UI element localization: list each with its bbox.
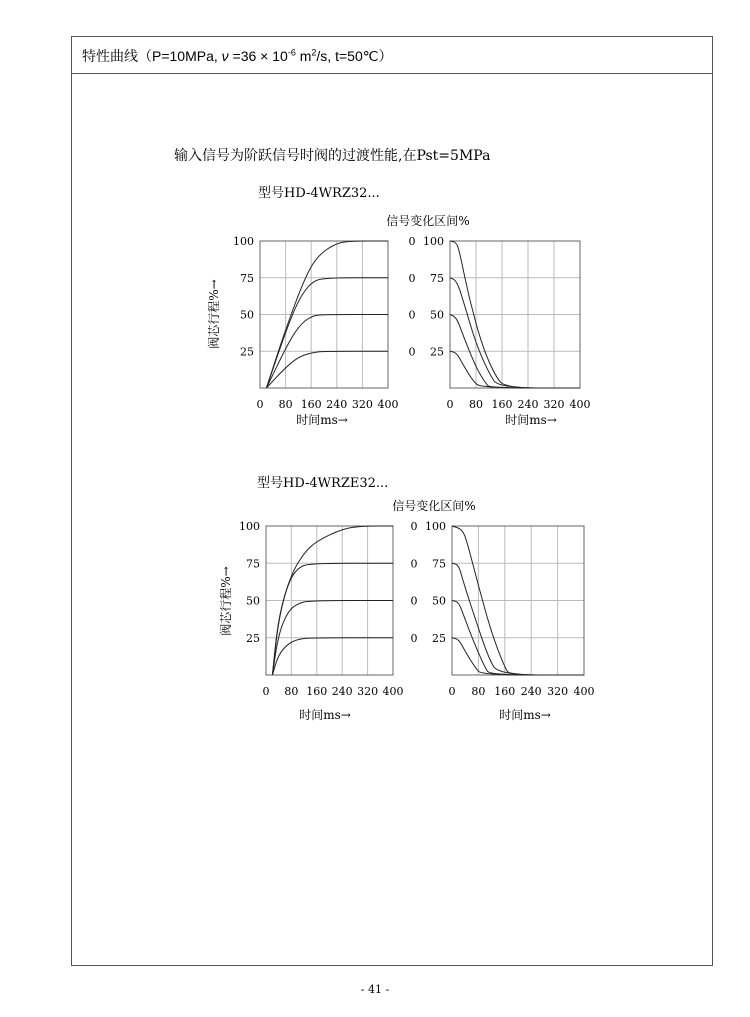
plot-left (233, 235, 399, 411)
y-tick-label: 100 (239, 520, 260, 533)
y-tick-label: 25 (246, 631, 260, 645)
start-value-label: 0 (408, 235, 416, 248)
response-curve-25 (266, 351, 388, 388)
x-tick-label: 400 (569, 398, 591, 411)
x-tick-label: 320 (543, 398, 565, 411)
response-curve-75 (452, 563, 584, 675)
response-curve-75 (450, 278, 580, 388)
response-curve-75 (272, 563, 393, 675)
plot-right (411, 520, 595, 698)
x-axis-label: 时间ms→ (499, 708, 551, 722)
start-value-label: 0 (410, 594, 418, 608)
x-tick-label: 160 (491, 398, 513, 411)
y-tick-label: 50 (240, 308, 254, 322)
x-tick-label: 0 (256, 398, 264, 411)
y-axis-label: 阀芯行程%→ (219, 566, 233, 636)
y-tick-label: 25 (430, 345, 444, 359)
response-curve-25 (450, 351, 580, 388)
x-tick-label: 160 (306, 685, 328, 698)
start-value-label: 0 (408, 271, 416, 285)
title-nu: ν (221, 48, 229, 64)
start-value-label: 0 (408, 345, 416, 359)
y-tick-label: 100 (423, 235, 444, 248)
x-tick-label: 320 (357, 685, 379, 698)
grid (450, 241, 580, 388)
model-label-1: 型号HD-4WRZ32... (258, 186, 380, 201)
response-curve-25 (452, 638, 584, 675)
x-tick-label: 400 (382, 685, 404, 698)
plot-left (239, 520, 404, 698)
title-mid: =36 × 10 (228, 48, 288, 64)
y-tick-label: 100 (425, 520, 446, 533)
x-tick-label: 240 (331, 685, 353, 698)
chart-2 (218, 498, 595, 722)
grid (452, 526, 584, 675)
y-tick-label: 50 (246, 594, 260, 608)
title-suffix: /s, t=50℃） (316, 48, 393, 64)
x-axis-label: 时间ms→ (505, 413, 557, 427)
y-tick-label: 100 (233, 235, 254, 248)
x-tick-label: 160 (494, 685, 516, 698)
x-tick-label: 320 (547, 685, 569, 698)
start-value-label: 0 (410, 557, 418, 571)
y-tick-label: 25 (432, 631, 446, 645)
title-exponent: -6 (287, 47, 296, 58)
start-value-label: 0 (408, 308, 416, 322)
x-tick-label: 240 (326, 398, 348, 411)
chart-title: 信号变化区间% (386, 214, 470, 228)
x-tick-label: 0 (446, 398, 454, 411)
start-value-label: 0 (410, 631, 418, 645)
x-axis-label: 时间ms→ (299, 708, 351, 722)
x-tick-label: 240 (517, 398, 539, 411)
x-tick-label: 0 (448, 685, 456, 698)
chart-1 (206, 213, 591, 427)
y-tick-label: 25 (240, 345, 254, 359)
y-tick-label: 50 (432, 594, 446, 608)
x-tick-label: 160 (300, 398, 322, 411)
y-tick-label: 75 (432, 557, 446, 571)
x-tick-label: 400 (377, 398, 399, 411)
y-tick-label: 75 (246, 557, 260, 571)
title-unit: m (295, 48, 312, 64)
chart-title: 信号变化区间% (392, 499, 476, 513)
x-tick-label: 320 (351, 398, 373, 411)
start-value-label: 0 (410, 520, 418, 533)
page-number: - 41 - (360, 983, 390, 996)
model-label-2: 型号HD-4WRZE32... (257, 476, 389, 491)
x-tick-label: 80 (278, 398, 293, 411)
y-tick-label: 50 (430, 308, 444, 322)
title-unit-exponent: 2 (311, 47, 317, 58)
y-tick-label: 75 (240, 271, 254, 285)
intro-text: 输入信号为阶跃信号时阀的过渡性能,在Pst=5MPa (174, 148, 491, 164)
x-tick-label: 80 (469, 398, 483, 411)
y-axis-label: 阀芯行程%→ (207, 279, 221, 349)
plot-right (409, 235, 591, 411)
x-tick-label: 80 (471, 685, 486, 698)
x-axis-label: 时间ms→ (296, 413, 348, 427)
response-curve-25 (272, 638, 393, 675)
x-tick-label: 400 (573, 685, 595, 698)
title-prefix: 特性曲线（P=10MPa, (82, 48, 222, 64)
x-tick-label: 80 (284, 685, 299, 698)
x-tick-label: 240 (520, 685, 542, 698)
y-tick-label: 75 (430, 271, 444, 285)
x-tick-label: 0 (262, 685, 270, 698)
